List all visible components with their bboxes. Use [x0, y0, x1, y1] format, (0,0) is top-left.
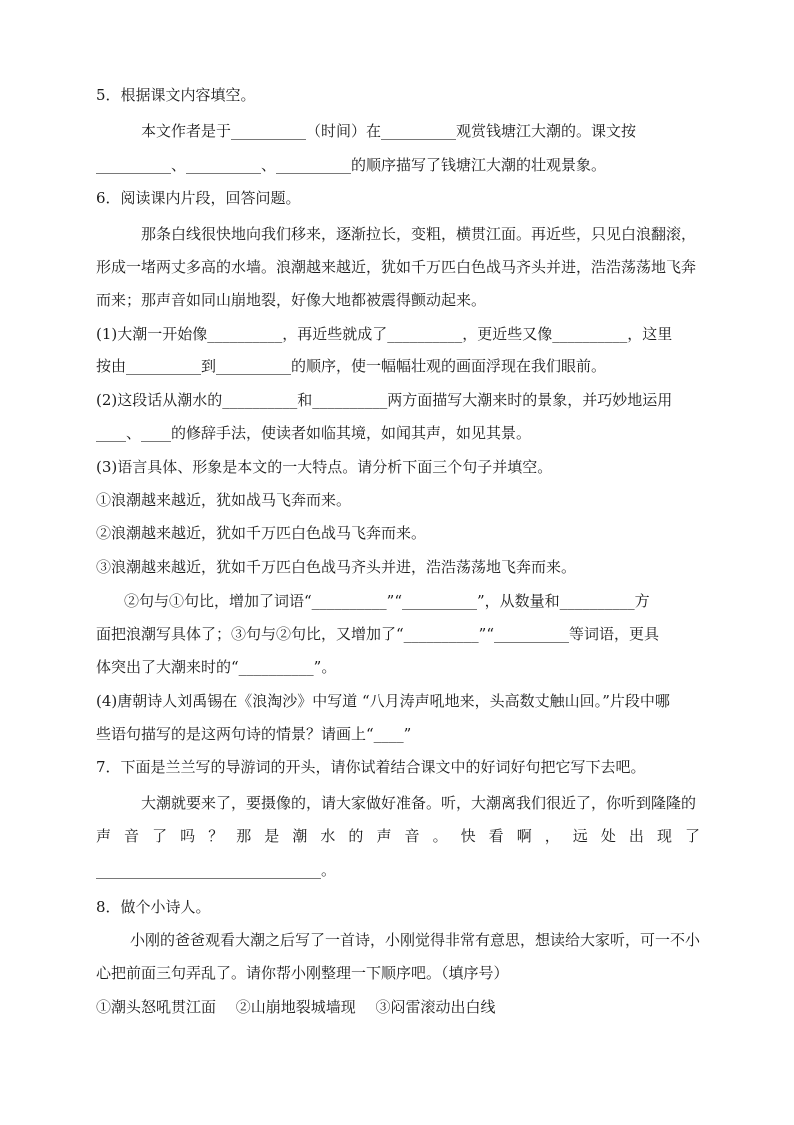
q6-sentence-3: ③浪潮越来越近，犹如千万匹白色战马齐头并进，浩浩荡荡地飞奔而来。 — [96, 558, 577, 576]
q7-line-1: 大潮就要来了，要摄像的，请大家做好准备。听，大潮离我们很近了，你听到隆隆的 — [141, 794, 697, 812]
q7-answer-line: ______________________________。 — [96, 861, 337, 879]
q5-title: 5．根据课文内容填空。 — [96, 86, 256, 104]
q6-sentence-1: ①浪潮越来越近，犹如战马飞奔而来。 — [96, 491, 352, 509]
q6-sub1-line-1: (1)大潮一开始像__________，再近些就成了__________，更近些又像__________，这里 — [96, 325, 673, 343]
q8-line-2: 心把前面三句弄乱了。请你帮小刚整理一下顺序吧。（填序号） — [96, 964, 509, 982]
q6-sub2-line-1: (2)这段话从潮水的__________和__________两方面描写大潮来时的景象，并巧妙地运用 — [96, 391, 673, 409]
q8-line-1: 小刚的爸爸观看大潮之后写了一首诗，小刚觉得非常有意思，想读给大家听，可一不小 — [130, 931, 701, 949]
q6-sub3-analysis-line-1: ②句与①句比，增加了词语“__________”“__________”，从数量和__________方 — [124, 592, 650, 610]
q6-title: 6．阅读课内片段，回答问题。 — [96, 189, 301, 207]
q7-title: 7．下面是兰兰写的导游词的开头，请你试着结合课文中的好词好句把它写下去吧。 — [96, 758, 646, 776]
q6-sub3-analysis-line-3: 体突出了大潮来时的“__________”。 — [96, 658, 337, 676]
q5-line-1: 本文作者是于__________（时间）在__________观赏钱塘江大潮的。课文按 — [141, 122, 637, 140]
q6-sub1-line-2: 按由__________到__________的顺序，使一幅幅壮观的画面浮现在我们眼前。 — [96, 357, 607, 375]
q6-passage-line-2: 形成一堵两丈多高的水墙。浪潮越来越近，犹如千万匹白色战马齐头并进，浩浩荡荡地飞奔 — [96, 258, 697, 276]
q6-sub2-line-2: ____、____的修辞手法，使读者如临其境，如闻其声，如见其景。 — [96, 424, 532, 442]
q8-title: 8．做个小诗人。 — [96, 898, 211, 916]
q8-poem-lines: ①潮头怒吼贯江面 ②山崩地裂城墙现 ③闷雷滚动出白线 — [96, 998, 496, 1016]
q6-sub4-line-1: (4)唐朝诗人刘禹锡在《浪淘沙》中写道 “八月涛声吼地来，头高数丈触山回。”片段中哪 — [96, 692, 670, 710]
q6-sub4-line-2: 些语句描写的是这两句诗的情景？请画上“____” — [96, 725, 412, 743]
q6-sentence-2: ②浪潮越来越近，犹如千万匹白色战马飞奔而来。 — [96, 524, 427, 542]
q6-passage-line-1: 那条白线很快地向我们移来，逐渐拉长，变粗，横贯江面。再近些，只见白浪翻滚， — [141, 225, 697, 243]
q6-passage-line-3: 而来；那声音如同山崩地裂，好像大地都被震得颤动起来。 — [96, 291, 487, 309]
q7-line-2: 声音了吗？那是潮水的声音。快看啊，远处出现了 — [96, 827, 700, 845]
q6-sub3-analysis-line-2: 面把浪潮写具体了；③句与②句比，又增加了“__________”“__________等词语，更具 — [96, 625, 660, 643]
q6-sub3-title: (3)语言具体、形象是本文的一大特点。请分析下面三个句子并填空。 — [96, 458, 553, 476]
q5-line-2: __________、__________、__________的顺序描写了钱塘江大潮的壮观景象。 — [96, 156, 607, 174]
